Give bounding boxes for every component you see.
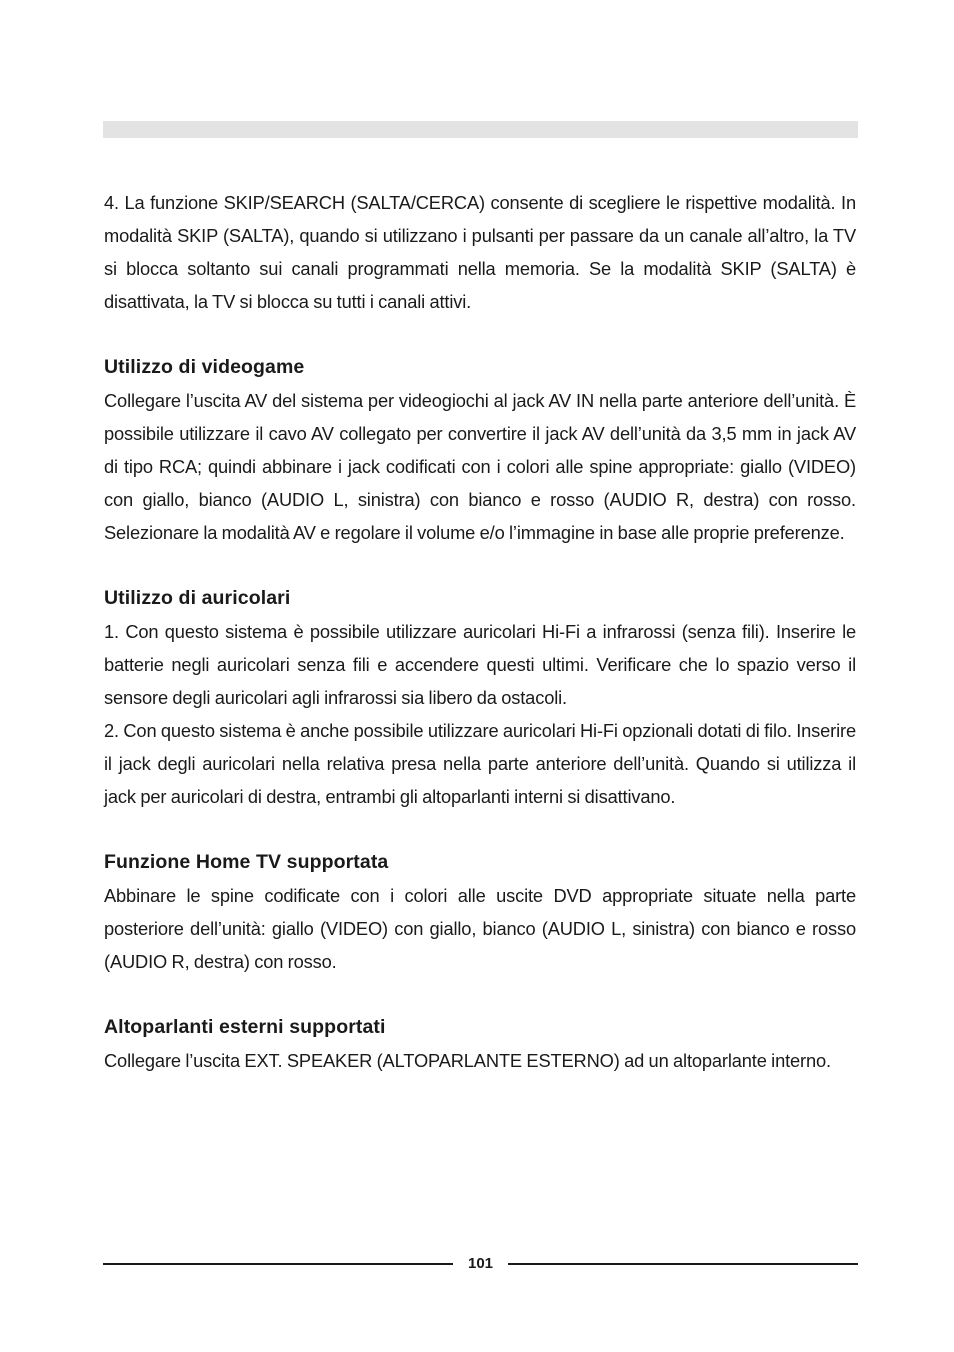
page-footer <box>103 1251 858 1277</box>
header-bar <box>103 121 858 138</box>
page-number: 101 <box>467 1255 494 1272</box>
section-heading: Utilizzo di auricolari <box>104 587 291 609</box>
footer-rule-right <box>508 1263 858 1265</box>
section-heading: Utilizzo di videogame <box>104 356 305 378</box>
section-heading: Altoparlanti esterni supportati <box>104 1016 386 1038</box>
section-paragraph: Collegare l’uscita EXT. SPEAKER (ALTOPARLANTE ESTERNO) ad un altoparlante interno. <box>104 1050 831 1071</box>
section-videogame <box>104 351 856 549</box>
page-content <box>104 186 856 1077</box>
section-heading: Funzione Home TV supportata <box>104 851 389 873</box>
section-headphones <box>104 582 856 813</box>
section-paragraph: 1. Con questo sistema è possibile utilizzare auricolari Hi-Fi a infrarossi (senza fili). Inserire le batterie negli auricolari senza fili e accendere questi ultimi. Verificare che lo spazio verso il sensore degli auricolari agli infrarossi sia libero da ostacoli. <box>104 621 856 708</box>
section-home-tv <box>104 846 856 978</box>
section-paragraph: Collegare l’uscita AV del sistema per videogiochi al jack AV IN nella parte anteriore dell’unità. È possibile utilizzare il cavo AV collegato per convertire il jack AV dell’unità da 3,5 mm in jack AV di tipo RCA; quindi abbinare i jack codificati con i colori alle spine appropriate: giallo (VIDEO) con giallo, bianco (AUDIO L, sinistra) con bianco e rosso (AUDIO R, destra) con rosso. Selezionare la modalità AV e regolare il volume e/o l’immagine in base alle proprie preferenze. <box>104 390 856 543</box>
footer-rule-left <box>103 1263 453 1265</box>
section-paragraph: 2. Con questo sistema è anche possibile utilizzare auricolari Hi-Fi opzionali dotati di filo. Inserire il jack degli auricolari nella relativa presa nella parte anteriore dell’unità. Quando si utilizza il jack per auricolari di destra, entrambi gli altoparlanti interni si disattivano. <box>104 720 856 807</box>
section-external-speakers <box>104 1011 856 1077</box>
intro-paragraph: 4. La funzione SKIP/SEARCH (SALTA/CERCA) consente di scegliere le rispettive modalità. In modalità SKIP (SALTA), quando si utilizzano i pulsanti per passare da un canale all’altro, la TV si blocca soltanto sui canali programmati nella memoria. Se la modalità SKIP (SALTA) è disattivata, la TV si blocca su tutti i canali attivi. <box>104 192 856 312</box>
section-paragraph: Abbinare le spine codificate con i colori alle uscite DVD appropriate situate nella parte posteriore dell’unità: giallo (VIDEO) con giallo, bianco (AUDIO L, sinistra) con bianco e rosso (AUDIO R, destra) con rosso. <box>104 885 856 972</box>
